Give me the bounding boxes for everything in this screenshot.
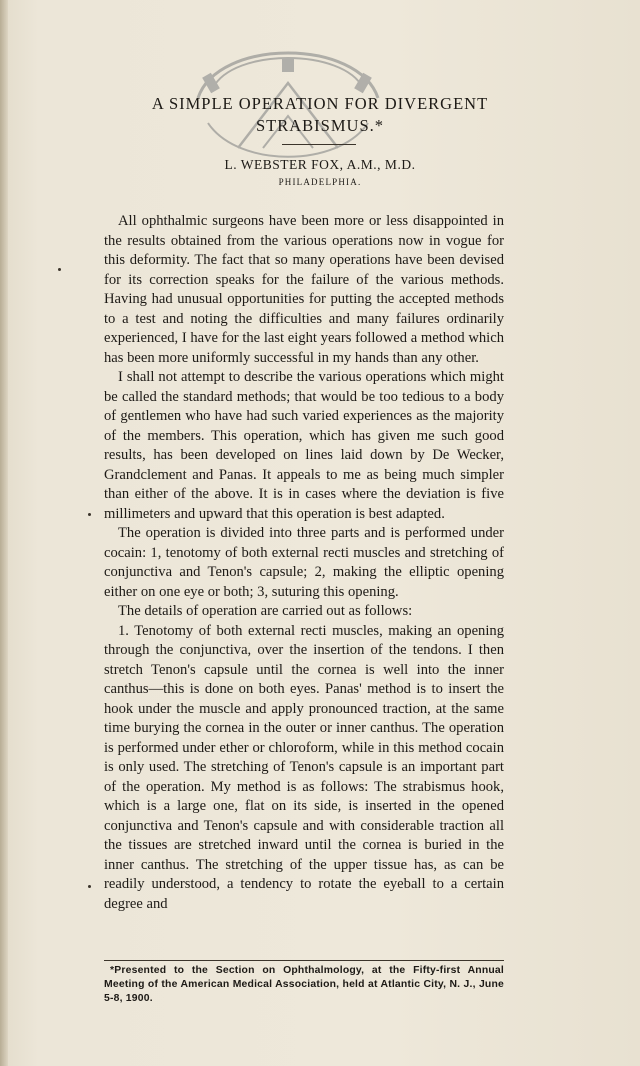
paragraph: I shall not attempt to describe the various operations which might be called the standard methods; that would be too tedious to a body of gentlemen who have had such varied experiences as the majority of the members. This operation, which has given me such good results, has been developed on lines laid down by De Wecker, Grandclement and Panas. It appeals to me as being much simpler than either of the above. It is in cases where the deviation is five millimeters and upward that this operation is best adapted.	[104, 369, 504, 522]
article-body	[104, 212, 504, 914]
margin-speck	[88, 885, 91, 888]
page-spine	[0, 0, 8, 1066]
margin-speck	[88, 513, 91, 516]
paragraph: All ophthalmic surgeons have been more or less disappointed in the results obtained from the various operations now in vogue for this deformity. The fact that so many operations have been devised for its correction speaks for the failure of the various methods. Having had unusual opportunities for putting the accepted methods to a test and noting the difficulties and many failures ordinarily experienced, I have for the last eight years followed a method which has been more uniformly successful in my hands than any other.	[104, 213, 504, 366]
footnote-divider	[104, 960, 504, 961]
paragraph: The operation is divided into three parts and is performed under cocain: 1, tenotomy of both external recti muscles and stretching of conjunctiva and Tenon's capsule; 2, making the elliptic opening either on one eye or both; 3, suturing this opening.	[104, 525, 504, 600]
article-title-line-1: A SIMPLE OPERATION FOR DIVERGENT	[151, 94, 489, 113]
footnote: *Presented to the Section on Ophthalmology, at the Fifty-first Annual Meeting of the American Medical Association, held at Atlantic City, N. J., June 5-8, 1900.	[104, 965, 504, 1004]
author-byline: L. WEBSTER FOX, A.M., M.D.	[224, 157, 416, 172]
paragraph: The details of operation are carried out as follows:	[118, 603, 413, 619]
paragraph: 1. Tenotomy of both external recti muscles, making an opening through the conjunctiva, over the insertion of the tendons. I then stretch Tenon's capsule until the cornea is well into the inner canthus—this is done on both eyes. Panas' method is to insert the hook under the muscle and apply pronounced traction, at the same time burying the cornea in the outer or inner canthus. The operation is performed under ether or chloroform, while in this method cocain is only used. The stretching of Tenon's capsule is an important part of the operation. My method is as follows: The strabismus hook, which is a large one, flat on its side, is inserted in the opened conjunctiva and Tenon's capsule and with considerable traction all the tissues are stretched inward until the cornea is buried in the inner canthus. The stretching of the upper tissue has, as can be readily understood, a tendency to rotate the eyeball to a certain degree and	[104, 622, 504, 912]
article-title-line-2: STRABISMUS.*	[256, 116, 384, 135]
author-location: PHILADELPHIA.	[278, 177, 362, 187]
title-divider	[282, 144, 356, 145]
margin-speck	[58, 268, 61, 271]
